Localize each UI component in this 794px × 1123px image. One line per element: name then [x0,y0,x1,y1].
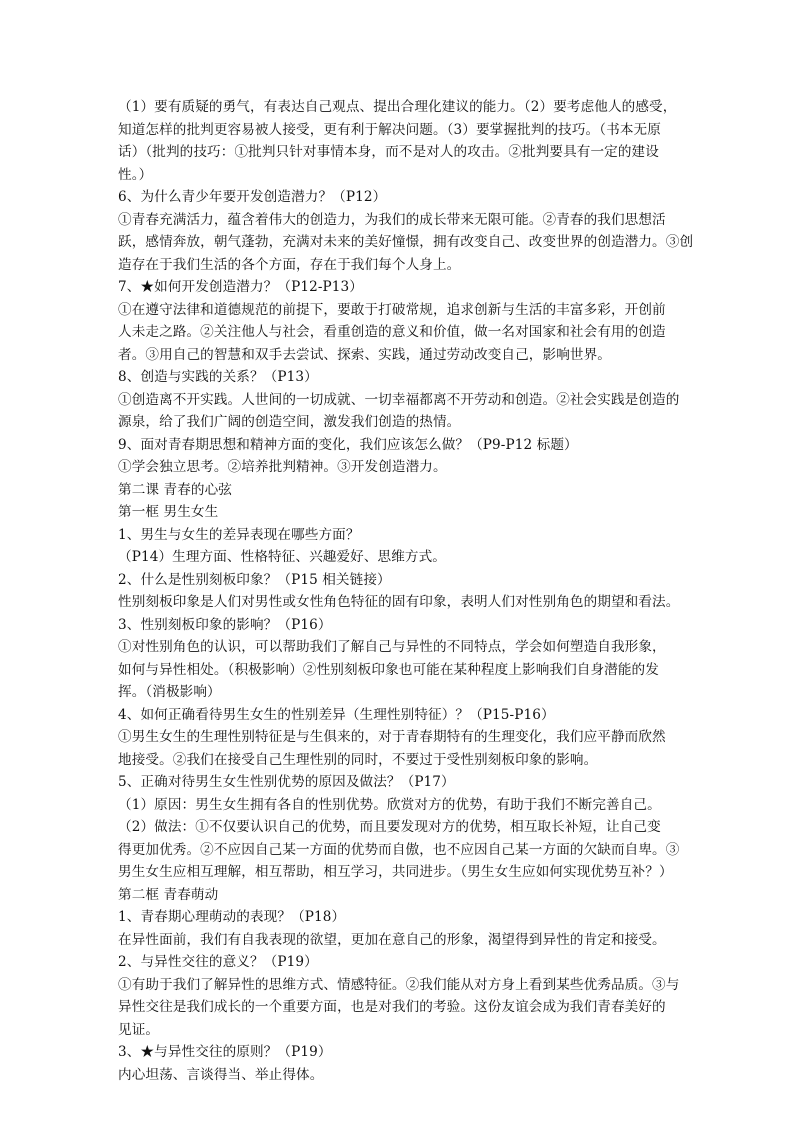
text-line: （1）要有质疑的勇气，有表达自己观点、提出合理化建议的能力。（2）要考虑他人的感受， [118,99,677,115]
text-line: ①青春充满活力，蕴含着伟大的创造力，为我们的成长带来无限可能。②青春的我们思想活 [118,211,666,228]
text-line: 内心坦荡、言谈得当、举止得体。 [118,1066,324,1083]
text-line: 性。） [118,166,153,183]
question-heading: 3、性别刻板印象的影响？（P16） [118,616,332,633]
text-line: 见证。 [118,1021,160,1038]
text-line: 男生女生应相互理解，相互帮助，相互学习，共同进步。（男生女生应如何实现优势互补？） [118,864,673,880]
question-heading: 7、★如何开发创造潜力？（P12-P13） [118,279,363,295]
text-line: 者。③用自己的智慧和双手去尝试、探索、实践，通过劳动改变自己，影响世界。 [118,346,611,363]
question-heading: 9、面对青春期思想和精神方面的变化，我们应该怎么做？（P9-P12 标题） [118,436,578,453]
question-heading: 4、如何正确看待男生女生的性别差异（生理性别特征）？（P15-P16） [118,706,555,723]
text-line: （P14）生理方面、性格特征、兴趣爱好、思维方式。 [118,549,447,565]
text-line: 知道怎样的批判更容易被人接受，更有利于解决问题。（3）要掌握批判的技巧。（书本无原 [118,121,661,138]
question-heading: 3、★与异性交往的原则？（P19） [118,1044,332,1060]
question-heading: 1、男生与女生的差异表现在哪些方面？ [118,526,360,543]
text-line: ①对性别角色的认识，可以帮助我们了解自己与异性的不同特点，学会如何塑造自我形象， [118,639,666,655]
text-line: ①创造离不开实践。人世间的一切成就、一切幸福都离不开劳动和创造。②社会实践是创造的 [118,391,680,408]
text-line: 在异性面前，我们有自我表现的欲望，更加在意自己的形象，渴望得到异性的肯定和接受。 [118,931,666,948]
text-line: 源泉，给了我们广阔的创造空间，激发我们创造的热情。 [118,414,461,430]
text-line: 性别刻板印象是人们对男性或女性角色特征的固有印象，表明人们对性别角色的期望和看法。 [118,594,680,610]
question-heading: 2、什么是性别刻板印象？（P15 相关链接） [118,571,391,588]
section-heading: 第一框 男生女生 [118,504,219,520]
text-line: ①在遵守法律和道德规范的前提下，要敢于打破常规，追求创新与生活的丰富多彩，开创前 [118,301,666,318]
question-heading: 1、青春期心理萌动的表现？（P18） [118,909,346,925]
text-line: ①学会独立思考。②培养批判精神。③开发创造潜力。 [118,459,447,475]
section-heading: 第二框 青春萌动 [118,886,219,903]
text-line: （2）做法：①不仅要认识自己的优势，而且要发现对方的优势，相互取长补短，让自己变 [118,819,661,835]
text-line: 得更加优秀。②不应因自己某一方面的优势而自傲，也不应因自己某一方面的欠缺而自卑。③ [118,841,680,858]
text-line: 人未走之路。②关注他人与社会，看重创造的意义和价值，做一名对国家和社会有用的创造 [118,324,666,340]
text-line: 跃，感情奔放，朝气蓬勃，充满对未来的美好憧憬，拥有改变自己、改变世界的创造潜力。③创 [118,234,694,250]
text-line: ①有助于我们了解异性的思维方式、情感特征。②我们能从对方身上看到某些优秀品质。③与 [118,976,680,993]
lesson-heading: 第二课 青春的心弦 [118,481,232,498]
text-line: ①男生女生的生理性别特征是与生俱来的，对于青春期特有的生理变化，我们应平静而欣然 [118,729,666,745]
document-page [118,96,694,1086]
text-line: 地接受。②我们在接受自己生理性别的同时，不要过于受性别刻板印象的影响。 [118,751,598,768]
question-heading: 2、与异性交往的意义？（P19） [118,954,318,970]
question-heading: 6、为什么青少年要开发创造潜力？（P12） [118,189,387,205]
question-heading: 5、正确对待男生女生性别优势的原因及做法？（P17） [118,774,455,790]
text-line: 如何与异性相处。（积极影响）②性别刻板印象也可能在某种程度上影响我们自身潜能的发 [118,661,659,678]
text-line: 挥。（消极影响） [118,684,221,700]
text-line: 异性交往是我们成长的一个重要方面，也是对我们的考验。这份友谊会成为我们青春美好的 [118,999,666,1015]
question-heading: 8、创造与实践的关系？（P13） [118,369,318,385]
text-line: （1）原因：男生女生拥有各自的性别优势。欣赏对方的优势，有助于我们不断完善自己。 [118,796,661,813]
text-line: 话）（批判的技巧：①批判只针对事情本身，而不是对人的攻击。②批判要具有一定的建设 [118,144,659,160]
text-line: 造存在于我们生活的各个方面，存在于我们每个人身上。 [118,256,461,273]
